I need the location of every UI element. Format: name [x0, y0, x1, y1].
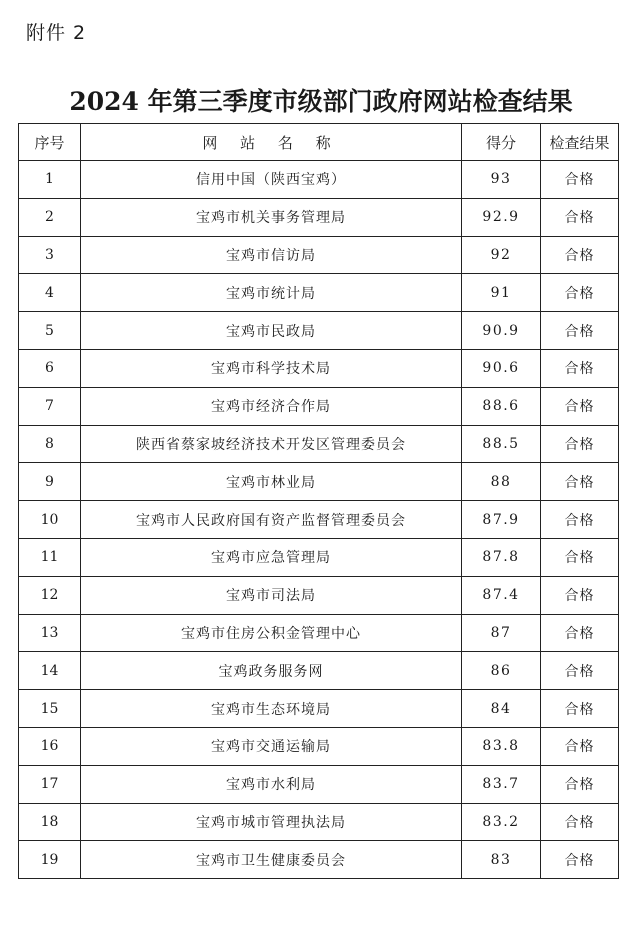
cell-score: 92 — [462, 236, 541, 274]
results-table — [18, 123, 619, 879]
cell-result: 合格 — [541, 161, 619, 199]
cell-result: 合格 — [541, 349, 619, 387]
page-title: 2024 年第三季度市级部门政府网站检查结果 — [69, 87, 573, 116]
cell-score: 83.2 — [462, 803, 541, 841]
table-row — [19, 349, 619, 387]
cell-result: 合格 — [541, 312, 619, 350]
cell-score: 93 — [462, 161, 541, 199]
table-row — [19, 274, 619, 312]
cell-score: 83 — [462, 841, 541, 879]
table-row — [19, 765, 619, 803]
cell-result: 合格 — [541, 236, 619, 274]
cell-website-name: 宝鸡市应急管理局 — [81, 538, 462, 576]
cell-no: 13 — [19, 614, 81, 652]
cell-no: 19 — [19, 841, 81, 879]
cell-website-name: 宝鸡市机关事务管理局 — [81, 198, 462, 236]
cell-result: 合格 — [541, 198, 619, 236]
cell-no: 15 — [19, 690, 81, 728]
table-row — [19, 387, 619, 425]
attachment-label: 附件 2 — [26, 22, 87, 44]
cell-result: 合格 — [541, 463, 619, 501]
cell-no: 4 — [19, 274, 81, 312]
cell-score: 88.5 — [462, 425, 541, 463]
cell-website-name: 信用中国（陕西宝鸡） — [81, 161, 462, 199]
table-row — [19, 463, 619, 501]
cell-no: 18 — [19, 803, 81, 841]
table-row — [19, 312, 619, 350]
cell-score: 83.7 — [462, 765, 541, 803]
cell-no: 3 — [19, 236, 81, 274]
table-row — [19, 841, 619, 879]
table-row — [19, 652, 619, 690]
cell-result: 合格 — [541, 425, 619, 463]
cell-result: 合格 — [541, 690, 619, 728]
cell-no: 11 — [19, 538, 81, 576]
cell-no: 6 — [19, 349, 81, 387]
cell-score: 84 — [462, 690, 541, 728]
cell-website-name: 宝鸡市民政局 — [81, 312, 462, 350]
cell-result: 合格 — [541, 727, 619, 765]
cell-no: 5 — [19, 312, 81, 350]
cell-score: 91 — [462, 274, 541, 312]
header-score: 得分 — [462, 124, 541, 161]
cell-result: 合格 — [541, 274, 619, 312]
cell-website-name: 宝鸡市人民政府国有资产监督管理委员会 — [81, 501, 462, 539]
cell-website-name: 宝鸡市统计局 — [81, 274, 462, 312]
cell-result: 合格 — [541, 841, 619, 879]
cell-website-name: 宝鸡市水利局 — [81, 765, 462, 803]
cell-website-name: 宝鸡市信访局 — [81, 236, 462, 274]
cell-result: 合格 — [541, 652, 619, 690]
cell-score: 90.6 — [462, 349, 541, 387]
cell-score: 90.9 — [462, 312, 541, 350]
header-result: 检查结果 — [541, 124, 619, 161]
cell-website-name: 宝鸡市经济合作局 — [81, 387, 462, 425]
table-row — [19, 576, 619, 614]
cell-website-name: 宝鸡市住房公积金管理中心 — [81, 614, 462, 652]
header-no: 序号 — [19, 124, 81, 161]
cell-score: 88 — [462, 463, 541, 501]
cell-no: 16 — [19, 727, 81, 765]
cell-score: 92.9 — [462, 198, 541, 236]
table-row — [19, 501, 619, 539]
cell-no: 14 — [19, 652, 81, 690]
cell-result: 合格 — [541, 387, 619, 425]
table-row — [19, 161, 619, 199]
cell-no: 2 — [19, 198, 81, 236]
cell-website-name: 宝鸡市卫生健康委员会 — [81, 841, 462, 879]
cell-result: 合格 — [541, 803, 619, 841]
cell-no: 7 — [19, 387, 81, 425]
cell-website-name: 宝鸡市林业局 — [81, 463, 462, 501]
cell-website-name: 宝鸡市司法局 — [81, 576, 462, 614]
cell-result: 合格 — [541, 538, 619, 576]
cell-result: 合格 — [541, 576, 619, 614]
cell-score: 83.8 — [462, 727, 541, 765]
cell-no: 1 — [19, 161, 81, 199]
cell-score: 87.9 — [462, 501, 541, 539]
header-name: 网 站 名 称 — [81, 124, 462, 161]
cell-website-name: 宝鸡政务服务网 — [81, 652, 462, 690]
cell-no: 10 — [19, 501, 81, 539]
table-body — [19, 161, 619, 879]
cell-website-name: 宝鸡市城市管理执法局 — [81, 803, 462, 841]
cell-no: 12 — [19, 576, 81, 614]
cell-result: 合格 — [541, 501, 619, 539]
cell-result: 合格 — [541, 614, 619, 652]
cell-website-name: 陕西省蔡家坡经济技术开发区管理委员会 — [81, 425, 462, 463]
cell-result: 合格 — [541, 765, 619, 803]
table-row — [19, 614, 619, 652]
table-header-row — [19, 124, 619, 161]
table-row — [19, 198, 619, 236]
table-row — [19, 803, 619, 841]
cell-score: 87.4 — [462, 576, 541, 614]
table-row — [19, 727, 619, 765]
cell-website-name: 宝鸡市科学技术局 — [81, 349, 462, 387]
cell-no: 17 — [19, 765, 81, 803]
cell-website-name: 宝鸡市交通运输局 — [81, 727, 462, 765]
cell-score: 87 — [462, 614, 541, 652]
table-row — [19, 425, 619, 463]
cell-score: 88.6 — [462, 387, 541, 425]
table-row — [19, 236, 619, 274]
cell-score: 86 — [462, 652, 541, 690]
cell-website-name: 宝鸡市生态环境局 — [81, 690, 462, 728]
cell-no: 9 — [19, 463, 81, 501]
table-row — [19, 690, 619, 728]
table-row — [19, 538, 619, 576]
cell-score: 87.8 — [462, 538, 541, 576]
cell-no: 8 — [19, 425, 81, 463]
